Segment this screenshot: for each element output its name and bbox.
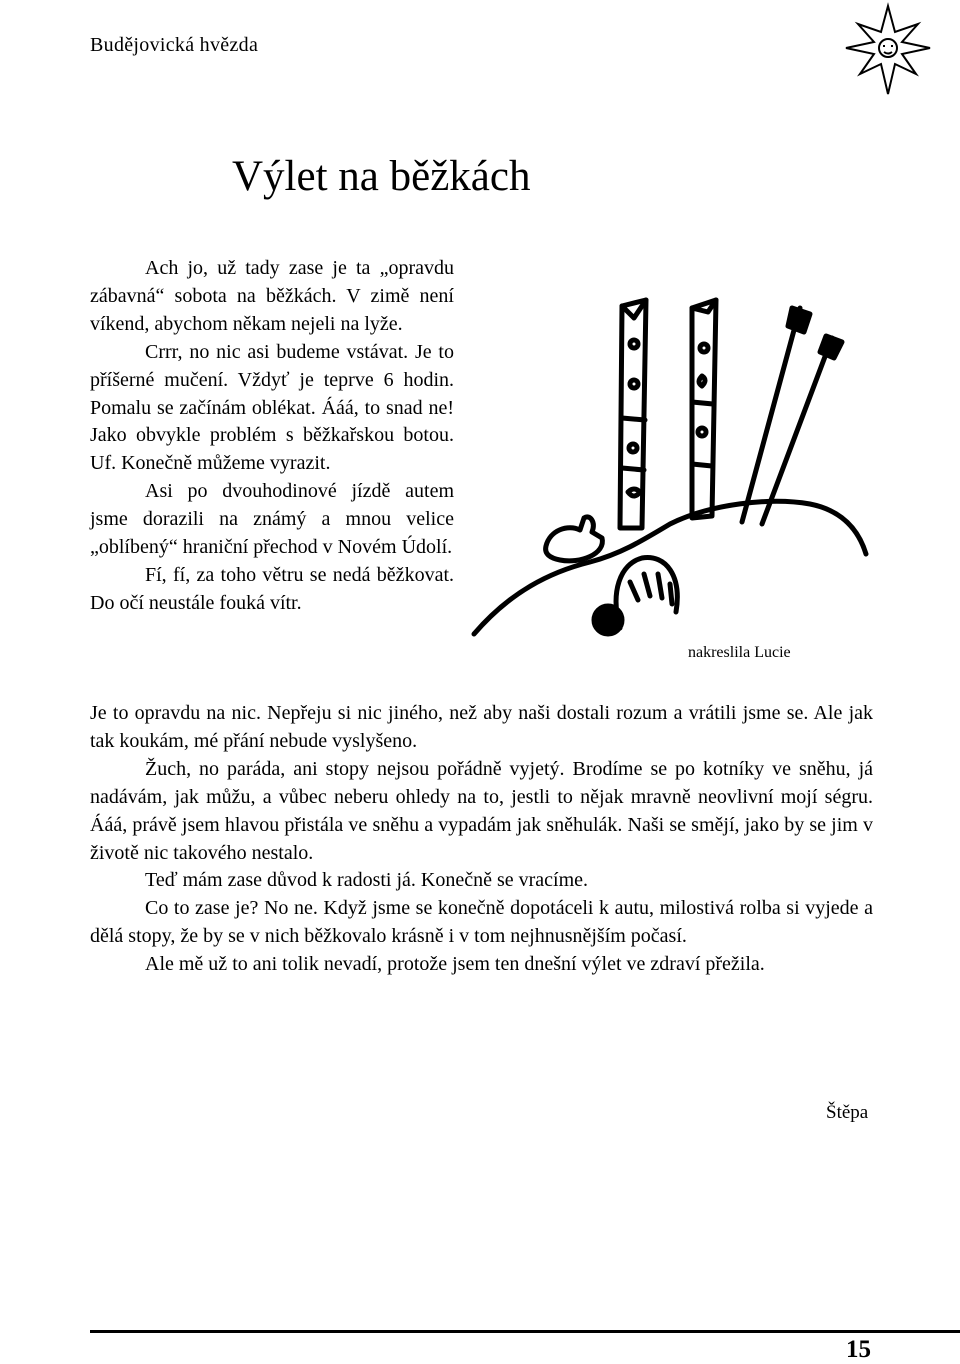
footer-divider bbox=[90, 1330, 960, 1333]
illustration-caption: nakreslila Lucie bbox=[688, 644, 791, 661]
page-number: 15 bbox=[846, 1336, 871, 1363]
skis-illustration bbox=[470, 292, 870, 642]
full-width-text bbox=[90, 700, 873, 979]
publication-title: Budějovická hvězda bbox=[90, 34, 259, 56]
paragraph-continuation: Je to opravdu na nic. Nepřeju si nic jiného, než aby naši dostali rozum a vrátili jsme se. Ale jak tak koukám, mé přání nebude vyslyšeno. bbox=[90, 702, 873, 752]
author-signature: Štěpa bbox=[826, 1102, 869, 1123]
paragraph: Crrr, no nic asi budeme vstávat. Je to příšerné mučení. Vždyť je teprve 6 hodin. Pomalu se začínám oblékat. Ááá, to snad ne! Jako obvykle problém s běžkařskou botou. Uf. Konečně můžeme vyrazit. bbox=[90, 340, 454, 475]
paragraph: Fí, fí, za toho větru se nedá běžkovat. Do očí neustále fouká vítr. bbox=[90, 563, 454, 614]
paragraph: Co to zase je? No ne. Když jsme se konečně dopotáceli k autu, milostivá rolba si vyjede a dělá stopy, že by se v nich běžkovalo krásně i v tom nejhnusnějším počasí. bbox=[90, 897, 873, 948]
paragraph: Ach jo, už tady zase je ta „opravdu zábavná“ sobota na běžkách. V zimě není víkend, abychom někam nejeli na lyže. bbox=[90, 257, 454, 335]
paragraph: Žuch, no paráda, ani stopy nejsou pořádně vyjetý. Brodíme se po kotníky ve sněhu, já nadávám, jak můžu, a vůbec neberu ohledy na to, jestli to nějak mravně neovlivní mojí ségru. Ááá, právě jsem hlavou přistála ve sněhu a vypadám jak sněhulák. Naši se smějí, jako by se jim v životě nic takového nestalo. bbox=[90, 757, 873, 864]
star-logo bbox=[838, 2, 950, 98]
paragraph: Ale mě už to ani tolik nevadí, protože jsem ten dnešní výlet ve zdraví přežila. bbox=[145, 953, 765, 976]
article-title: Výlet na běžkách bbox=[232, 153, 531, 200]
paragraph: Teď mám zase důvod k radosti já. Konečně se vracíme. bbox=[145, 869, 589, 892]
paragraph: Asi po dvouhodinové jízdě autem jsme dorazili na známý a mnou velice „oblíbený“ hraniční přechod v Novém Údolí. bbox=[90, 480, 454, 559]
left-column-text bbox=[90, 255, 454, 618]
